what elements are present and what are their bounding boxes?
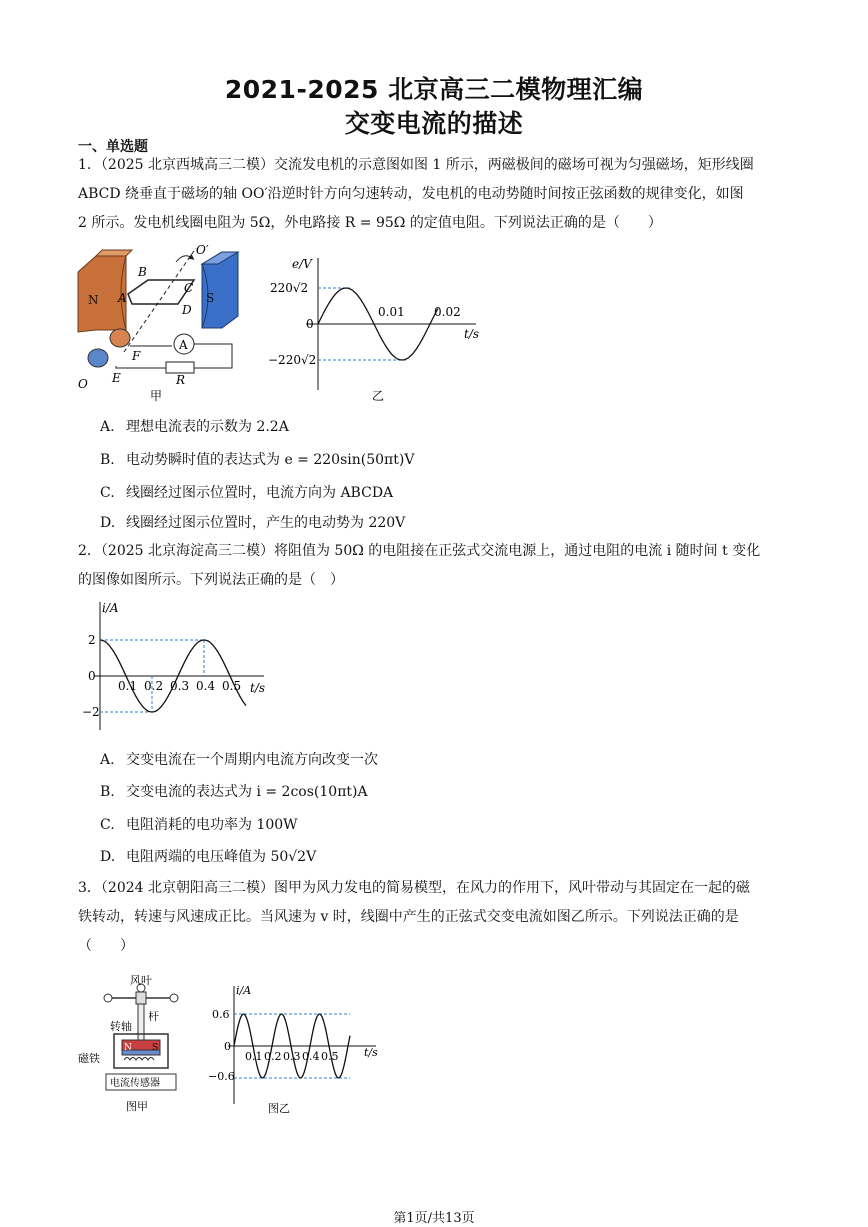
label-e: E xyxy=(112,371,121,385)
q2-line1: 2．（2025 北京海淀高三二模）将阻值为 50Ω 的电阻接在正弦式交流电源上，通过电阻的电流 i 随时间 t 变化 xyxy=(78,543,761,559)
section-heading: 一、单选题 xyxy=(78,139,148,155)
ytick-pos: 2 xyxy=(88,633,96,647)
label-o: O xyxy=(78,377,88,391)
q2-line2: 的图像如图所示。下列说法正确的是（ ） xyxy=(78,572,344,588)
q3-xtick-1: 0.2 xyxy=(264,1050,282,1063)
q3-xtick-2: 0.3 xyxy=(283,1050,301,1063)
page-title: 2021-2025 北京高三二模物理汇编 xyxy=(224,75,644,104)
slip-ring-f xyxy=(110,329,130,347)
label-a: A xyxy=(118,291,127,305)
option-letter: B. xyxy=(100,452,115,468)
option-text: 理想电流表的示数为 2.2A xyxy=(126,419,289,435)
option-letter: C. xyxy=(100,485,115,501)
label-n: N xyxy=(124,1043,132,1053)
q2-option-d[interactable] xyxy=(100,846,316,866)
q1-option-d[interactable] xyxy=(100,512,405,532)
page-subtitle: 交变电流的描述 xyxy=(344,109,524,138)
xtick-0.01: 0.01 xyxy=(378,305,405,319)
option-letter: C. xyxy=(100,817,115,833)
q3-xtick-4: 0.5 xyxy=(321,1050,339,1063)
q2-option-a[interactable] xyxy=(100,749,378,769)
label-s: S xyxy=(206,291,215,305)
caption-jia: 图甲 xyxy=(126,1100,148,1113)
caption-yi: 乙 xyxy=(372,389,385,403)
label-f: F xyxy=(132,349,141,363)
q1-line3: 2 所示。发电机线圈电阻为 5Ω，外电路接 R = 95Ω 的定值电阻。下列说法正确的是（ ） xyxy=(78,215,662,231)
y-axis-label: i/A xyxy=(236,984,252,997)
resistor-r xyxy=(166,362,194,373)
q3-figure-wind-generator xyxy=(78,970,188,1116)
label-magnet: 磁铁 xyxy=(78,1052,100,1065)
label-s: S xyxy=(152,1043,159,1053)
ytick-neg: −220√2 xyxy=(268,353,317,367)
option-text: 交变电流的表达式为 i = 2cos(10πt)A xyxy=(126,784,368,800)
q1-line2: ABCD 绕垂直于磁场的轴 OO′沿逆时针方向匀速转动，发电机的电动势随时间按正弦函数的规律变化，如图 xyxy=(78,186,744,202)
q3-line1: 3．（2024 北京朝阳高三二模）图甲为风力发电的简易模型，在风力的作用下，风叶带动与其固定在一起的磁 xyxy=(78,880,750,896)
q2-xtick-2: 0.3 xyxy=(170,679,190,693)
q1-figure-et-graph xyxy=(266,250,496,405)
q1-option-b[interactable] xyxy=(100,449,414,469)
label-c: C xyxy=(184,281,194,295)
y-axis-label: i/A xyxy=(102,601,119,615)
origin-label: 0 xyxy=(88,669,96,683)
slip-ring-e xyxy=(88,349,108,367)
q1-line1: 1．（2025 北京西城高三二模）交流发电机的示意图如图 1 所示，两磁极间的磁场可视为匀强磁场，矩形线圈 xyxy=(78,157,754,173)
caption-yi: 图乙 xyxy=(268,1102,290,1115)
xtick-0.02: 0.02 xyxy=(434,305,461,319)
option-text: 电阻消耗的电功率为 100W xyxy=(126,817,298,833)
ytick-pos: 220√2 xyxy=(270,281,309,295)
label-n: N xyxy=(88,293,99,307)
label-sensor: 电流传感器 xyxy=(110,1078,160,1089)
x-axis-label: t/s xyxy=(464,327,480,341)
q2-xtick-4: 0.5 xyxy=(222,679,242,693)
q1-option-a[interactable] xyxy=(100,416,289,436)
label-ammeter: A xyxy=(179,338,188,352)
q2-xtick-0: 0.1 xyxy=(118,679,138,693)
option-letter: A. xyxy=(100,752,115,768)
label-o-prime: O′ xyxy=(196,243,209,257)
q3-figure-it-graph xyxy=(204,980,384,1116)
q3-line2: 铁转动，转速与风速成正比。当风速为 v 时，线圈中产生的正弦式交变电流如图乙所示。下列说法正确的是 xyxy=(78,909,739,925)
q2-text xyxy=(78,537,790,595)
option-text: 电动势瞬时值的表达式为 e = 220sin(50πt)V xyxy=(126,452,415,468)
x-axis-label: t/s xyxy=(364,1046,378,1059)
ytick-neg: −0.6 xyxy=(208,1070,235,1083)
q2-xtick-3: 0.4 xyxy=(196,679,216,693)
origin-label: 0 xyxy=(306,317,314,331)
option-letter: D. xyxy=(100,849,116,865)
option-letter: A. xyxy=(100,419,115,435)
page-footer: 第1页/共13页 xyxy=(393,1211,475,1226)
label-r: R xyxy=(176,373,186,387)
origin-label: 0 xyxy=(224,1040,231,1053)
option-text: 线圈经过图示位置时，电流方向为 ABCDA xyxy=(126,485,394,501)
q3-xtick-3: 0.4 xyxy=(302,1050,320,1063)
q1-option-c[interactable] xyxy=(100,482,393,502)
caption-jia: 甲 xyxy=(150,389,163,402)
q3-xtick-0: 0.1 xyxy=(245,1050,263,1063)
q1-text xyxy=(78,151,790,238)
label-d: D xyxy=(182,303,192,317)
option-letter: D. xyxy=(100,515,116,531)
y-axis-label: e/V xyxy=(292,257,312,271)
ytick-neg: −2 xyxy=(82,705,100,719)
label-blade: 风叶 xyxy=(130,974,152,987)
option-letter: B. xyxy=(100,784,115,800)
q2-option-c[interactable] xyxy=(100,814,298,834)
q2-option-b[interactable] xyxy=(100,781,368,801)
label-rod: 杆 xyxy=(148,1010,159,1023)
x-axis-label: t/s xyxy=(250,681,266,695)
option-text: 线圈经过图示位置时，产生的电动势为 220V xyxy=(126,515,406,531)
q3-text xyxy=(78,874,790,961)
ytick-pos: 0.6 xyxy=(212,1008,230,1021)
q1-figure-generator xyxy=(76,242,246,402)
label-b: B xyxy=(138,265,147,279)
q2-xtick-1: 0.2 xyxy=(144,679,164,693)
label-shaft: 转轴 xyxy=(110,1020,132,1033)
option-text: 电阻两端的电压峰值为 50√2V xyxy=(126,849,317,865)
q2-figure-it-graph xyxy=(74,598,274,738)
option-text: 交变电流在一个周期内电流方向改变一次 xyxy=(126,752,378,768)
q3-line3: （ ） xyxy=(78,938,134,954)
